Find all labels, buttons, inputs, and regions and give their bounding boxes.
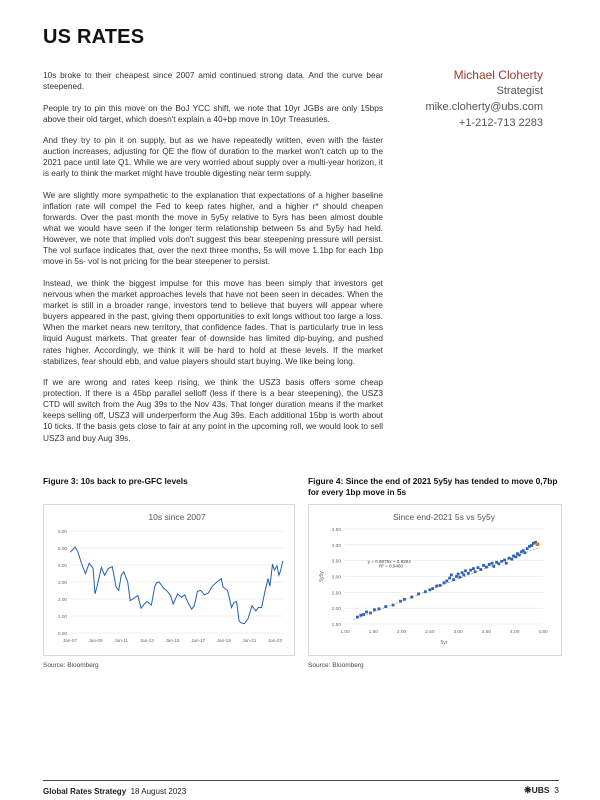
scatter-point (365, 611, 368, 614)
paragraph: If we are wrong and rates keep rising, we think the USZ3 basis offers some cheap protection. If there is a 45bp parallel selloff (less if there is a bear steepening), the USZ3 CTD will switch from the Aug 39s to the Nov 43s. That longer duration means if the market keeps selling off, USZ3 will underperform the Aug 39s. Each additional 15bp is worth about 10 ticks. If the basis gets close to fair at any point in the upcoming roll, we would look to sell USZ3 and buy Aug 39s. (43, 377, 383, 443)
x-tick-label: Jan-17 (191, 638, 206, 643)
scatter-point (369, 612, 372, 615)
scatter-point (417, 593, 420, 596)
figure-3-source: Source: Bloomberg (43, 662, 99, 669)
scatter-point (467, 572, 470, 575)
paragraph: 10s broke to their cheapest since 2007 amid continued strong data. And the curve bear steepened. (43, 70, 383, 92)
scatter-point (448, 577, 451, 580)
x-axis-label: 5yr (440, 640, 448, 646)
trendline-r2: R² = 0.9460 (378, 563, 404, 569)
x-tick-label: Jan-23 (268, 638, 283, 643)
scatter-point (523, 551, 526, 554)
footer-divider (43, 780, 559, 781)
scatter-point (403, 598, 406, 601)
scatter-point (472, 567, 475, 570)
author-role: Strategist (496, 85, 543, 97)
paragraph: We are slightly more sympathetic to the explanation that expectations of a higher baseline inflation rate will compel the Fed to keep rates higher, and a higher r* should cheapen forwards. Over the past month the move in 5y5y relative to 5yrs has been almost double what we would have seen if the longer term relationship between 5s and 5y5y had held. However, we note that implied vols don't suggest this bear steepening pressure will persist. The vol surface indicates that, over the next three months, 5s will move 1.1bp for each 1bp move in 5s- vol is not pricing for the bear steepener to persist. (43, 189, 383, 267)
chart-title: 10s since 2007 (148, 512, 206, 522)
y-axis-label: 5y5y (319, 571, 325, 582)
scatter-point (359, 614, 362, 617)
scatter-point (500, 560, 503, 563)
y-tick-label: 1.00 (58, 614, 67, 619)
scatter-point (482, 564, 485, 567)
scatter-point (435, 585, 438, 588)
x-tick-label: 3.00 (453, 630, 463, 635)
y-tick-label: 1.50 (331, 623, 341, 628)
scatter-point (505, 562, 508, 565)
y-tick-label: 6.00 (58, 529, 67, 534)
scatter-point (464, 569, 467, 572)
scatter-point (485, 566, 488, 569)
scatter-point (497, 562, 500, 565)
scatter-point (424, 590, 427, 593)
x-tick-label: 4.00 (510, 630, 520, 635)
scatter-point (362, 613, 365, 616)
x-tick-label: 4.50 (538, 630, 548, 635)
scatter-point (378, 607, 381, 610)
scatter-point (462, 574, 465, 577)
figure-3-chart (43, 504, 295, 656)
scatter-point (491, 562, 494, 565)
x-tick-label: Jan-15 (165, 638, 180, 643)
footer-brand: UBS (531, 785, 550, 795)
y-tick-label: 3.00 (58, 580, 67, 585)
scatter-point (518, 554, 521, 557)
scatter-point (392, 604, 395, 607)
author-phone: +1-212-713 2283 (458, 117, 543, 129)
latest-point (536, 542, 540, 546)
series-line-10yr (70, 547, 283, 624)
scatter-point (356, 616, 359, 619)
paragraph: People try to pin this move on the BoJ YCC shift, we note that 10yr JGBs are only 15bps above their old target, which doesn't explain a 40+bp move in 10yr Treasuries. (43, 102, 383, 124)
x-tick-label: 1.50 (368, 630, 378, 635)
scatter-point (477, 566, 480, 569)
scatter-point (474, 570, 477, 573)
scatter-point (488, 563, 491, 566)
y-tick-label: 0.00 (58, 631, 67, 636)
x-tick-label: Jan-19 (216, 638, 231, 643)
chart-title: Since end-2021 5s vs 5y5y (392, 512, 496, 522)
x-tick-label: 2.00 (396, 630, 407, 635)
scatter-point (457, 573, 460, 576)
figure-3-caption: Figure 3: 10s back to pre-GFC levels (43, 476, 188, 486)
page-number: 3 (554, 785, 559, 795)
x-tick-label: Jan-13 (139, 638, 154, 643)
scatter-point (510, 558, 513, 561)
y-tick-label: 3.50 (331, 559, 341, 565)
y-tick-label: 2.50 (331, 591, 341, 597)
scatter-point (399, 600, 402, 603)
scatter-point (514, 555, 517, 558)
line-chart (44, 505, 294, 655)
figure-4-caption: Figure 4: Since the end of 2021 5y5y has tended to move 0,7bp for every 1bp move in 5s (308, 476, 558, 497)
paragraph: Instead, we think the biggest impulse for this move has been simply that investors get nervous when the market approaches levels that have not been seen in decades. When the market is still in a broader range, investors tend to believe that buyers will appear where buyers appeared in the past, giving them opportunities to exit longs without too large a loss. When the market nears new territory, that confidence fades. That is particularly true in less liquid August markets. That greater fear of downside has limited dip-buying, and pushed rates higher. Accordingly, we think it will be hard to hold at these levels. If the market stabilizes, fear should ebb, and value players should start buying. We like being long. (43, 277, 383, 366)
scatter-point (469, 569, 472, 572)
scatter-point (479, 568, 482, 571)
ubs-logo-icon: ❋ (524, 785, 532, 795)
scatter-point (445, 580, 448, 583)
x-tick-label: Jan-11 (114, 638, 129, 643)
figure-4-chart (308, 504, 562, 656)
page-title: US RATES (43, 26, 145, 48)
y-tick-label: 4.50 (331, 528, 341, 533)
scatter-point (503, 559, 506, 562)
scatter-point (492, 565, 495, 568)
footer-publication: Global Rates Strategy (43, 787, 127, 796)
scatter-point (508, 557, 511, 560)
x-tick-label: 2.50 (425, 630, 435, 635)
scatter-chart (309, 505, 561, 655)
author-email[interactable]: mike.cloherty@ubs.com (425, 101, 543, 113)
x-tick-label: Jan-07 (62, 638, 78, 643)
y-tick-label: 2.00 (58, 597, 67, 602)
footer-left (43, 787, 186, 796)
article-body (43, 70, 383, 454)
author-name: Michael Cloherty (453, 68, 543, 82)
y-tick-label: 3.00 (331, 575, 341, 581)
x-tick-label: Jan-09 (88, 638, 103, 643)
scatter-point (443, 581, 446, 584)
figure-4-source: Source: Bloomberg (308, 662, 364, 669)
y-tick-label: 5.00 (58, 546, 67, 551)
paragraph: And they try to pin it on supply, but as we have repeatedly written, even with the faster auction increases, adjusting for QE the flow of duration to the market won't catch up to the 2021 pace until late Q1. While we are very worried about supply over a multi-year horizon, it is early to think the market might have trouble digesting near term supply. (43, 135, 383, 179)
y-tick-label: 2.00 (331, 607, 341, 613)
y-tick-label: 4.00 (58, 563, 67, 568)
scatter-point (428, 588, 431, 591)
scatter-point (373, 608, 376, 611)
trendline-equation: y = 0.6975x + 0.8284 (367, 559, 411, 565)
y-tick-label: 4.00 (331, 543, 341, 549)
scatter-point (458, 576, 461, 579)
x-tick-label: 1.00 (340, 630, 350, 635)
footer-right (524, 785, 559, 796)
footer-date: 18 August 2023 (130, 787, 187, 796)
scatter-point (410, 596, 413, 599)
scatter-point (439, 584, 442, 587)
scatter-point (455, 575, 458, 578)
scatter-point (450, 574, 453, 577)
scatter-point (452, 578, 455, 581)
x-tick-label: Jan-21 (242, 638, 257, 643)
scatter-point (431, 587, 434, 590)
scatter-point (384, 605, 387, 608)
x-tick-label: 3.50 (481, 630, 492, 635)
